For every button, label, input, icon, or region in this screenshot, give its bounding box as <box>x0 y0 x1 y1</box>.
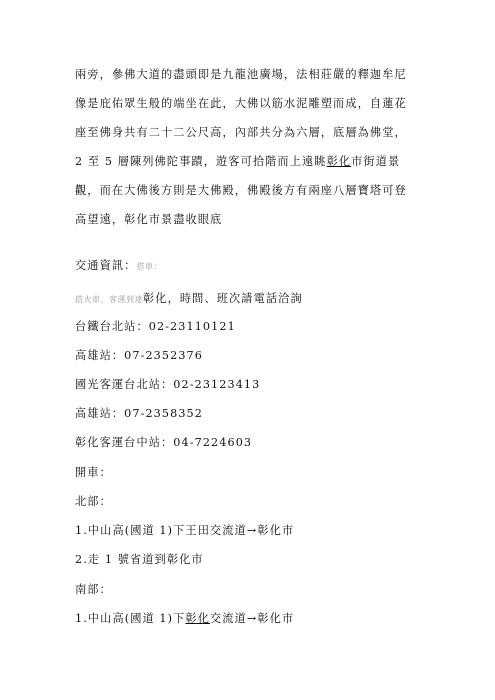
traffic-info-heading <box>75 259 162 274</box>
paragraph-line-4 <box>75 155 435 169</box>
last-line-end: 交流道→彰化市 <box>209 612 295 625</box>
list-item: 彰化客運台中站：04-7224603 <box>75 436 253 449</box>
paragraph-line-5: 觀，而在大佛後方則是大佛殿，佛殿後方有兩座八層寶塔可登 <box>75 184 407 197</box>
list-item: 高雄站：07-2352376 <box>75 349 203 362</box>
list-item: 高雄站：07-2358352 <box>75 407 203 420</box>
traffic-info-label: 交通資訊： <box>75 259 137 272</box>
list-item: 北部： <box>75 495 112 508</box>
list-item: 1.中山高(國道 1)下王田交流道→彰化市 <box>75 524 295 537</box>
paragraph-line-1: 兩旁，參佛大道的盡頭即是九龍池廣場，法相莊嚴的釋迦牟尼 <box>75 68 407 81</box>
underlined-place-name: 彰化 <box>185 612 210 625</box>
list-item: 台鐵台北站：02-23110121 <box>75 320 236 333</box>
paragraph-line-6: 高望遠，彰化市景盡收眼底 <box>75 213 223 226</box>
paragraph-line-3: 座至佛身共有二十二公尺高，內部共分為六層，底層為佛堂， <box>75 126 407 139</box>
paragraph-line-4-end: 市街道景 <box>351 155 401 168</box>
last-line-start: 1.中山高(國道 1)下 <box>75 612 186 625</box>
underlined-place-name: 彰化 <box>326 155 352 168</box>
traffic-info-small-note: 搭火車、客運到達 <box>75 295 143 304</box>
list-item: 南部： <box>75 583 112 596</box>
list-item: 2.走 1 號省道到彰化市 <box>75 553 204 566</box>
traffic-info-text: 彰化，時間、班次請電話洽詢 <box>143 292 303 305</box>
list-item: 國光客運台北站：02-23123413 <box>75 378 261 391</box>
list-item: 開車： <box>75 466 112 479</box>
paragraph-line-2: 像是庇佑眾生般的端坐在此，大佛以筋水泥雕塑而成，自蓮花 <box>75 97 407 110</box>
list-item-last <box>75 612 294 626</box>
paragraph-line-4-start: 2 至 5 層陳列佛陀事蹟，遊客可拾階而上遠眺 <box>75 155 327 168</box>
traffic-info-note: 搭車： <box>136 262 162 271</box>
traffic-info-line <box>75 292 303 307</box>
